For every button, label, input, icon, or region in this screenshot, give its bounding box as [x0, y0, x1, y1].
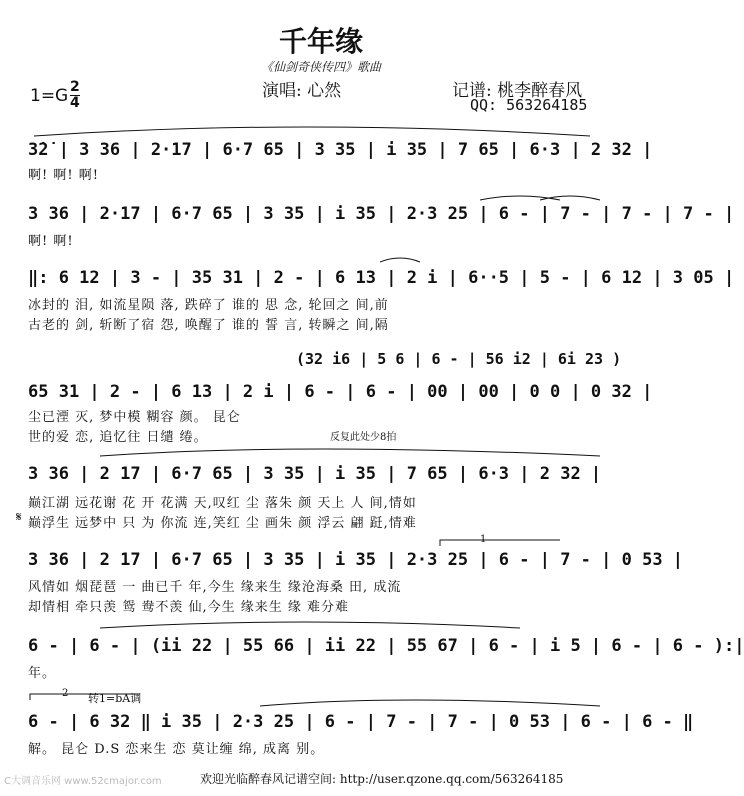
lyric-line: 巅浮生 远梦中 只 为 你流 连,笑红 尘 画朱 颜 浮云 翩 跹,情难	[28, 516, 417, 531]
slur-arc	[380, 258, 420, 262]
scribe-credit: 记谱: 桃李醉春风	[452, 81, 583, 101]
segno-sign: 𝄋	[16, 510, 22, 525]
notation-row: 3 36 | 2 17 | 6·7 65 | 3 35 | i 35 | 2·3 25 | 6 - | 7 - | 0 53 |	[28, 550, 684, 570]
notation-row: 3 36 | 2·17 | 6·7 65 | 3 35 | i 35 | 2·3 25 | 6 - | 7 - | 7 - | 7 - |	[28, 204, 735, 224]
lyric-line: 却情相 牵只羡 鸳 鸯不羡 仙,今生 缘来生 缘 难分难	[28, 600, 350, 615]
slur-arc	[34, 127, 590, 136]
lyric-line: 尘已湮 灭, 梦中模 糊容 颜。 昆仑	[28, 410, 241, 425]
lyric-line: 风情如 烟琵琶 一 曲已千 年,今生 缘来生 缘沧海桑 田, 成流	[28, 580, 402, 595]
lyric-line: 古老的 剑, 斩断了宿 怨, 唤醒了 谁的 誓 言, 转瞬之 间,隔	[28, 318, 389, 333]
notation-row: 6 - | 6 - | (ii 22 | 55 66 | ii 22 | 55 67 | 6 - | i 5 | 6 - | 6 - ):|	[28, 636, 744, 656]
repeat-note: 反复此处少8拍	[330, 432, 397, 443]
song-title: 千年缘	[278, 25, 363, 58]
notation-row: 65 31 | 2 - | 6 13 | 2 i | 6 - | 6 - | 00 | 00 | 0 0 | 0 32 |	[28, 382, 653, 402]
lyric-line: 啊! 啊! 啊!	[28, 168, 99, 183]
lyric-line: 啊! 啊!	[28, 234, 74, 249]
volta-one-bracket	[440, 540, 560, 546]
notation-row: ‖: 6 12 | 3 - | 35 31 | 2 - | 6 13 | 2 i | 6··5 | 5 - | 6 12 | 3 05 |	[28, 268, 735, 288]
slur-arc	[540, 196, 600, 200]
watermark: C大调音乐网 www.52cmajor.com	[4, 776, 162, 787]
notation-row: 6 - | 6 32 ‖ i 35 | 2·3 25 | 6 - | 7 - | 7 - | 0 53 | 6 - | 6 - ‖	[28, 712, 694, 732]
song-subtitle: 《仙剑奇侠传四》歌曲	[260, 60, 381, 74]
lyric-line: 冰封的 泪, 如流星陨 落, 跌碎了 谁的 思 念, 轮回之 间,前	[28, 298, 389, 313]
interlude-row: (32 i6 | 5 6 | 6 - | 56 i2 | 6i 23 )	[296, 350, 622, 368]
footer-link: 欢迎光临醉春风记谱空间: http://user.qzone.qq.com/563264185	[200, 772, 564, 786]
qq-number: QQ: 563264185	[470, 96, 588, 114]
lyric-line: 巅江湖 远花谢 花 开 花满 天,叹红 尘 落朱 颜 天上 人 间,情如	[28, 496, 417, 511]
singer-credit: 演唱: 心然	[262, 81, 342, 101]
volta-two-bracket	[30, 694, 140, 700]
lyric-line: 世的爱 恋, 追忆往 日缱 绻。	[28, 430, 208, 445]
time-numerator: 2	[70, 79, 80, 95]
slur-arc	[260, 700, 600, 706]
volta-two-label: 2	[62, 688, 69, 699]
notation-row: 3̇2̇ | 3 36 | 2·17 | 6·7 65 | 3 35 | i 35 | 7 65 | 6·3 | 2 32 |	[28, 140, 653, 160]
slur-arc	[100, 622, 520, 628]
lyric-line: 年。	[28, 666, 57, 681]
time-denominator: 4	[70, 95, 80, 111]
key-signature: 1=G	[30, 86, 69, 106]
slur-arc	[100, 449, 600, 456]
volta-one-label: 1	[480, 534, 487, 545]
notation-row: 3 36 | 2 17 | 6·7 65 | 3 35 | i 35 | 7 65 | 6·3 | 2 32 |	[28, 464, 602, 484]
modulation-label: 转1=bA调	[88, 692, 142, 705]
lyric-line: 解。 昆仑 D.S 恋来生 恋 莫让缠 绵, 成离 别。	[28, 742, 325, 757]
